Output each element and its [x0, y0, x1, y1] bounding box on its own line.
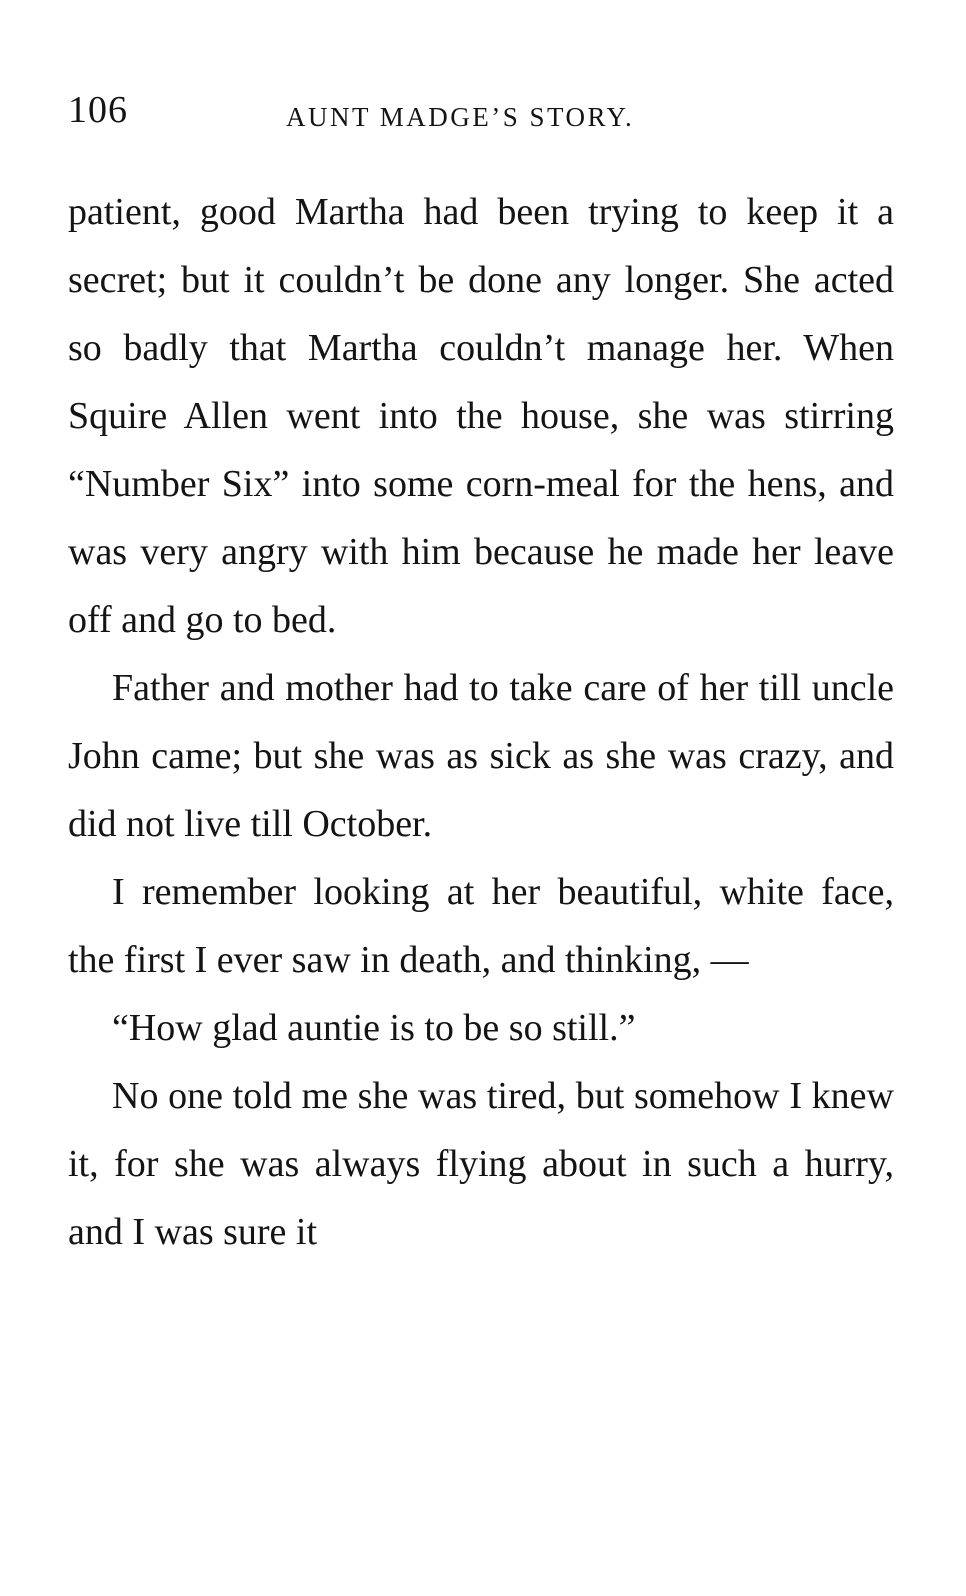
paragraph-no-one-told: No one told me she was tired, but somehow I knew it, for she was always flying about in such a hurry, and I was sure it [68, 1075, 894, 1253]
running-title: AUNT MADGE’S STORY. [286, 102, 635, 132]
paragraph-father-and-mother: Father and mother had to take care of her till uncle John came; but she was as sick as she was crazy, and did not live till October. [68, 667, 894, 845]
page-number: 106 [68, 89, 128, 131]
body-text [68, 178, 894, 1266]
page-header [68, 88, 888, 138]
paragraph-continuation: patient, good Martha had been trying to keep it a secret; but it couldn’t be done any longer. She acted so badly that Martha couldn’t manage her. When Squire Allen went into the house, she was stirring “Number Six” into some corn-meal for the hens, and was very angry with him because he made her leave off and go to bed. [68, 191, 894, 641]
paragraph-remember-face: I remember looking at her beautiful, white face, the first I ever saw in death, and thinking, — [68, 871, 894, 981]
paragraph-quote: “How glad auntie is to be so still.” [112, 1007, 636, 1049]
